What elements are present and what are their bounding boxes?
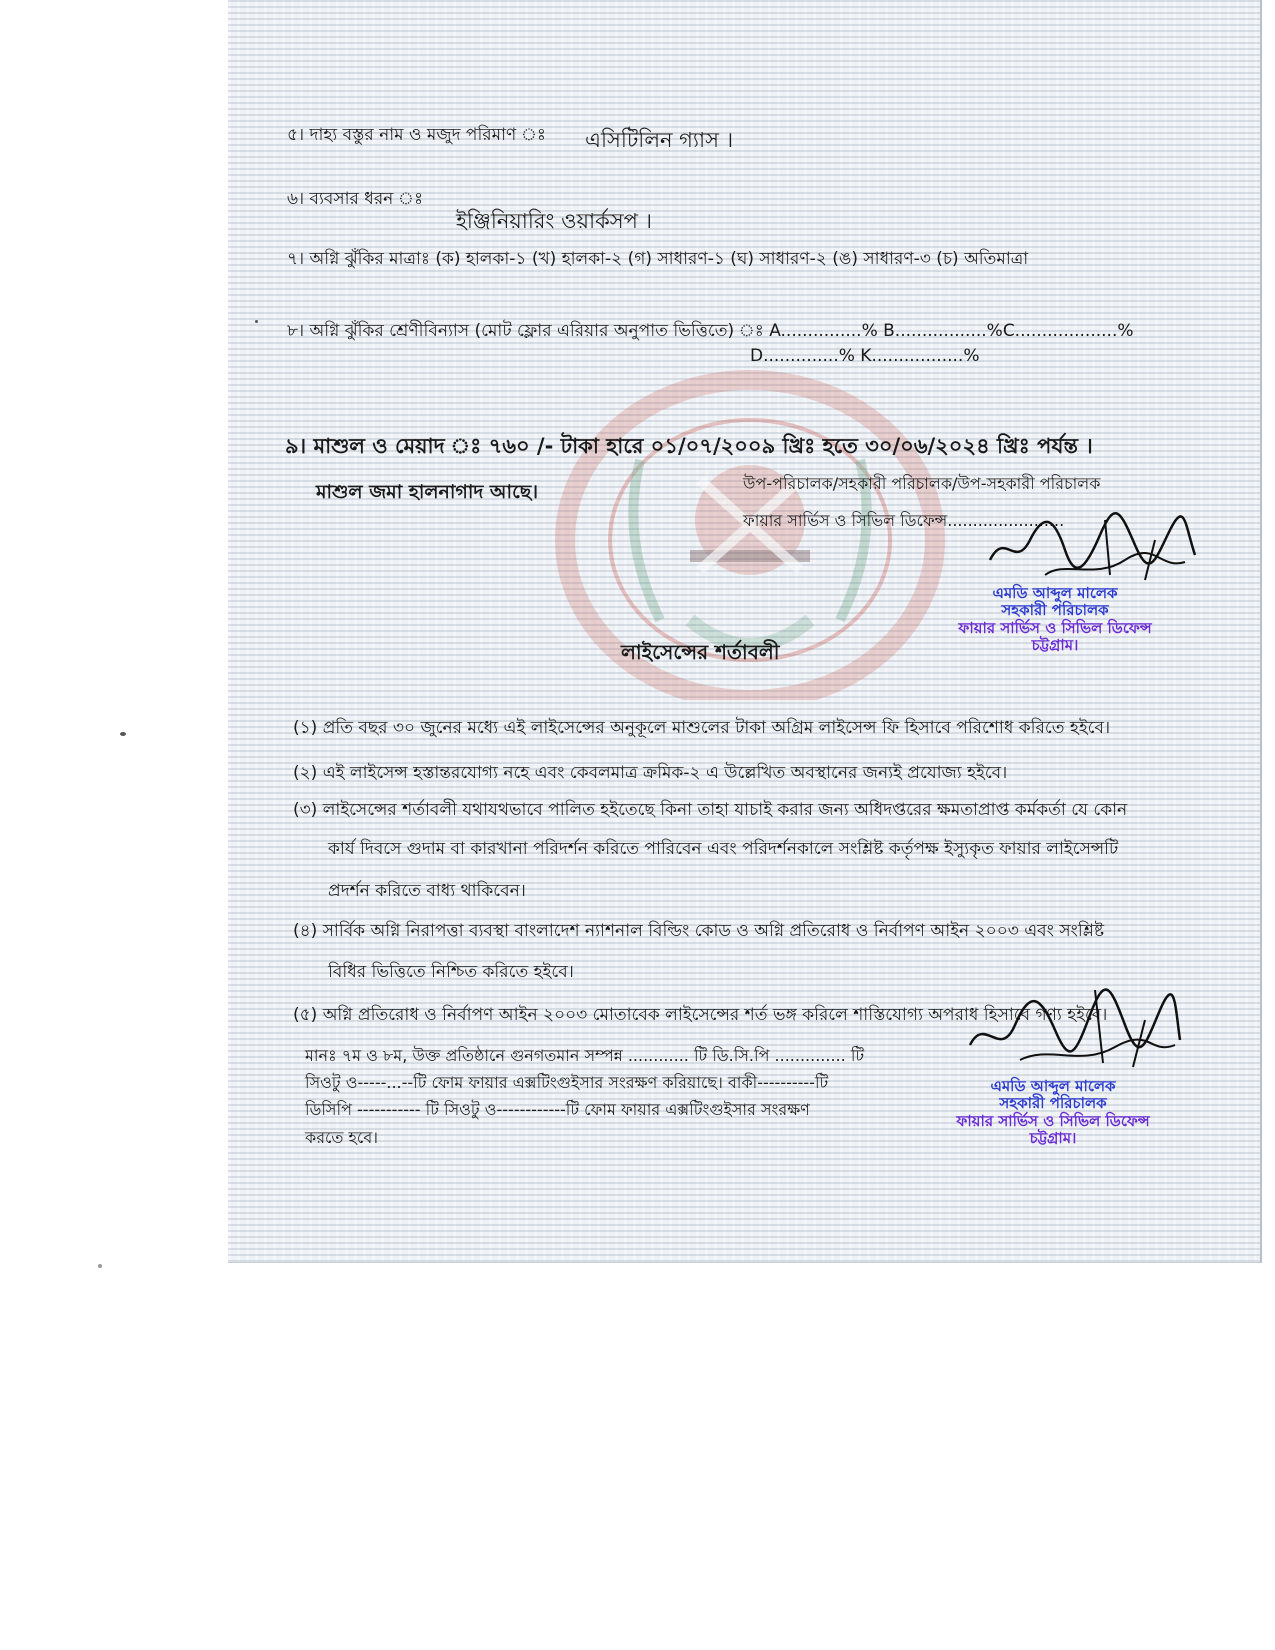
condition-2: (২) এই লাইসেন্স হস্তান্তরযোগ্য নহে এবং কেবলমাত্র ক্রমিক-২ এ উল্লেখিত অবস্থানের জন্যই প্রযোজ্য হইবে। — [293, 763, 1008, 783]
item8-line1: ৮। অগ্নি ঝুঁকির শ্রেণীবিন্যাস (মোট ফ্লোর এরিয়ার অনুপাত ভিত্তিতে) ঃ A...............% B.................%C...................% — [287, 321, 1134, 341]
condition-3-line1: (৩) লাইসেন্সের শর্তাবলী যথাযথভাবে পালিত হইতেছে কিনা তাহা যাচাই করার জন্য অধিদপ্তরের ক্ষমতাপ্রাপ্ত কর্মকর্তা যে কোন — [293, 800, 1128, 820]
stamp2-dept: ফায়ার সার্ভিস ও সিভিল ডিফেন্স — [956, 1111, 1150, 1130]
authority-line2: ফায়ার সার্ভিস ও সিভিল ডিফেন্স....................... — [743, 511, 1065, 530]
stamp2-title: সহকারী পরিচালক — [999, 1094, 1107, 1113]
scan-speck — [255, 320, 258, 323]
note-line3: ডিসিপি ----------- টি সিওটু ও------------টি ফোম ফায়ার এক্সটিংগুইসার সংরক্ষণ — [305, 1100, 810, 1119]
stamp1-city: চট্টগ্রাম। — [1031, 635, 1079, 654]
note-line2: সিওটু ও-----...--টি ফোম ফায়ার এক্সটিংগুইসার সংরক্ষণ করিয়াছে। বাকী----------টি — [305, 1073, 829, 1092]
condition-1: (১) প্রতি বছর ৩০ জুনের মধ্যে এই লাইসেন্সের অনুকূলে মাশুলের টাকা অগ্রিম লাইসেন্স ফি হিসাবে পরিশোধ করিতে হইবে। — [293, 718, 1111, 738]
stamp1-name: এমডি আব্দুল মালেক — [992, 584, 1118, 602]
item5-value: এসিটিলিন গ্যাস । — [585, 128, 734, 152]
stamp2-name: এমডি আব্দুল মালেক — [990, 1077, 1116, 1095]
item6-value: ইঞ্জিনিয়ারিং ওয়ার্কসপ । — [456, 209, 653, 233]
condition-3-line3: প্রদর্শন করিতে বাধ্য থাকিবেন। — [328, 881, 526, 901]
condition-5: (৫) অগ্নি প্রতিরোধ ও নির্বাপণ আইন ২০০৩ মোতাবেক লাইসেন্সের শর্ত ভঙ্গ করিলে শাস্তিযোগ্য অপরাধ হিসাবে গণ্য হইবে। — [293, 1005, 1108, 1025]
signature-2-icon — [965, 975, 1185, 1075]
note-line1: মানঃ ৭ম ও ৮ম, উক্ত প্রতিষ্ঠানে গুনগতমান সম্পন্ন ............ টি ডি.সি.পি .............. টি — [305, 1046, 865, 1065]
signature-1-icon — [985, 500, 1200, 590]
condition-3-line2: কার্য দিবসে গুদাম বা কারখানা পরিদর্শন করিতে পারিবেন এবং পরিদর্শনকালে সংশ্লিষ্ট কর্তৃপক্ষ ইস্যুকৃত ফায়ার লাইসেন্সটি — [328, 839, 1119, 859]
stamp1-title: সহকারী পরিচালক — [1001, 601, 1109, 620]
conditions-heading: লাইসেন্সের শর্তাবলী — [621, 640, 780, 664]
item8-line2: D..............% K.................% — [750, 346, 980, 366]
officer-stamp-1 — [955, 585, 1155, 654]
scan-speck — [98, 1264, 102, 1268]
officer-stamp-2 — [938, 1078, 1168, 1147]
authority-line1: উপ-পরিচালক/সহকারী পরিচালক/উপ-সহকারী পরিচালক — [743, 474, 1101, 493]
stamp1-dept: ফায়ার সার্ভিস ও সিভিল ডিফেন্স — [958, 618, 1152, 637]
item9-line1: ৯। মাশুল ও মেয়াদ ঃ ৭৬০ /- টাকা হারে ০১/০৭/২০০৯ খ্রিঃ হতে ৩০/০৬/২০২৪ খ্রিঃ পর্যন্ত । — [285, 434, 1093, 458]
item6-label: ৬। ব্যবসার ধরন ঃ — [287, 189, 424, 209]
note-line4: করতে হবে। — [305, 1128, 378, 1147]
scan-speck — [120, 732, 126, 736]
item5-label: ৫। দাহ্য বস্তুর নাম ও মজুদ পরিমাণ ঃ — [287, 125, 546, 145]
condition-4-line1: (৪) সার্বিক অগ্নি নিরাপত্তা ব্যবস্থা বাংলাদেশ ন্যাশনাল বিল্ডিং কোড ও অগ্নি প্রতিরোধ ও নির্বাপণ আইন ২০০৩ এবং সংশ্লিষ্ট — [293, 921, 1105, 941]
item9-line2: মাশুল জমা হালনাগাদ আছে। — [316, 481, 539, 503]
stamp2-city: চট্টগ্রাম। — [1029, 1128, 1077, 1147]
condition-4-line2: বিধির ভিত্তিতে নিশ্চিত করিতে হইবে। — [328, 962, 574, 982]
item7-text: ৭। অগ্নি ঝুঁকির মাত্রাঃ (ক) হালকা-১ (খ) হালকা-২ (গ) সাধারণ-১ (ঘ) সাধারণ-২ (ঙ) সাধারণ-৩ (চ) অতিমাত্রা — [287, 249, 1029, 269]
